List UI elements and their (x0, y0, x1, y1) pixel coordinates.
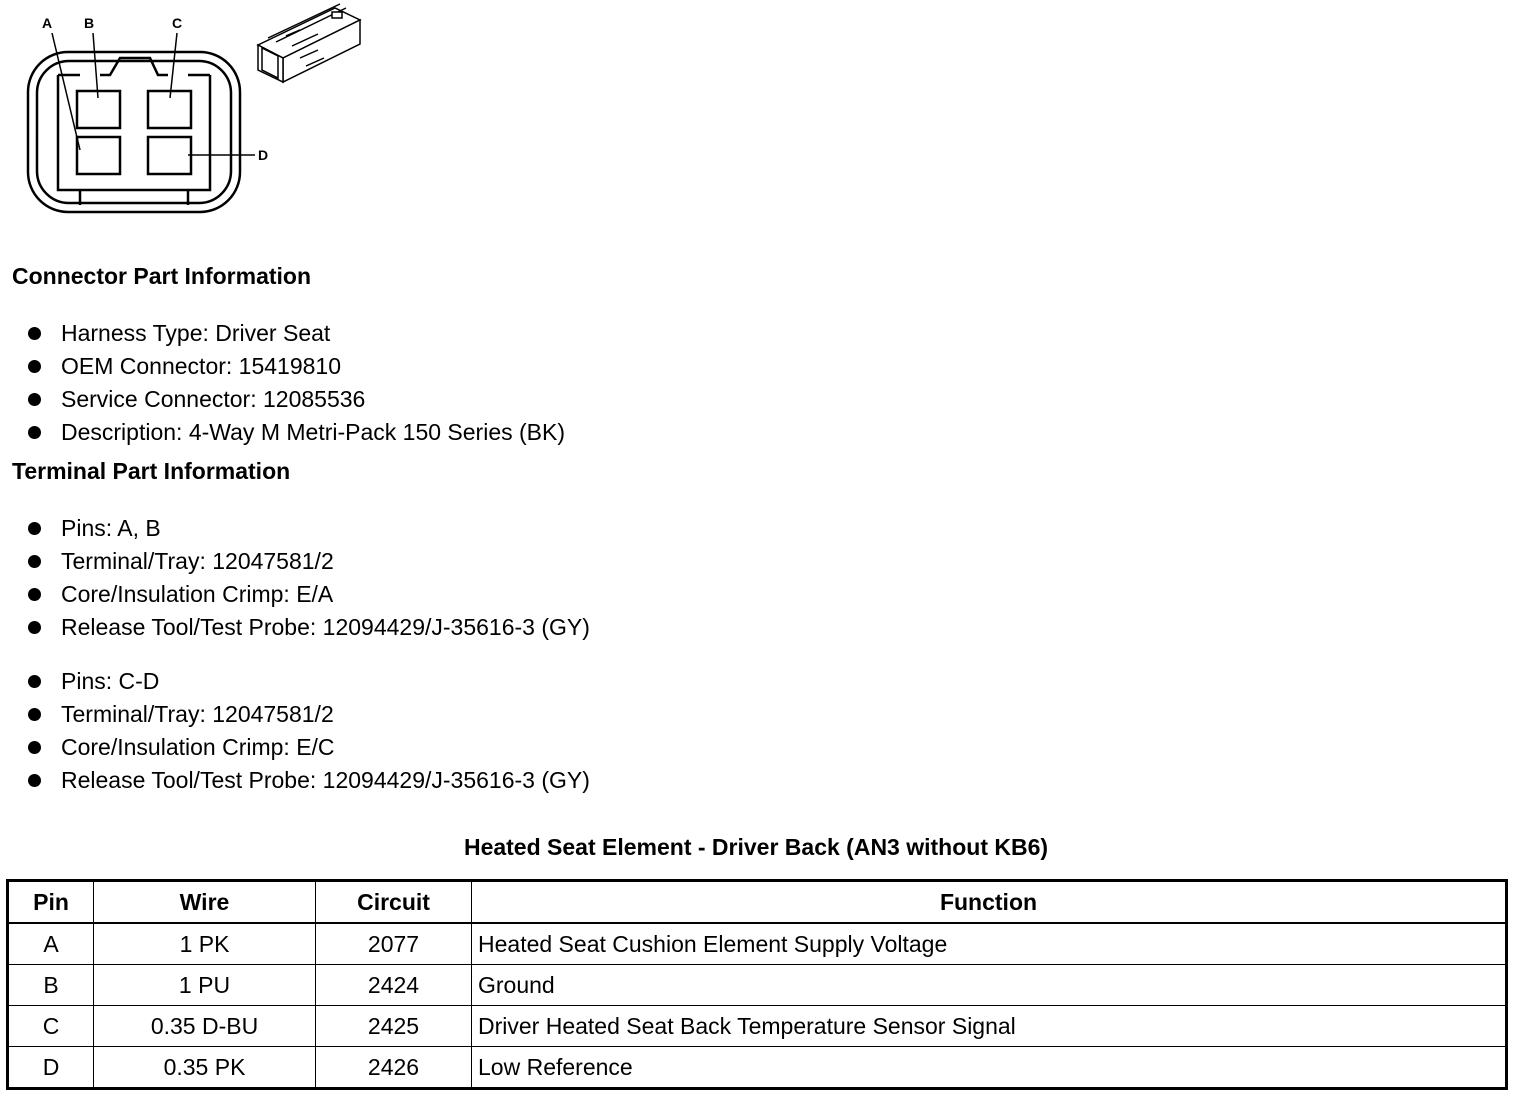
header-function: Function (472, 881, 1507, 924)
table-header-row (8, 881, 1507, 924)
pinout-table (6, 879, 1508, 1090)
cell-pin: D (8, 1047, 94, 1089)
cell-pin: A (8, 923, 94, 965)
connector-part-info-list (28, 317, 565, 449)
terminal-part-info-heading: Terminal Part Information (12, 458, 291, 484)
table-row (8, 923, 1507, 965)
list-item (28, 764, 590, 797)
table-row (8, 965, 1507, 1006)
core-insulation-crimp: Core/Insulation Crimp: E/A (61, 581, 334, 607)
list-item (28, 416, 565, 449)
pins-value: Pins: A, B (61, 515, 161, 541)
header-wire: Wire (94, 881, 316, 924)
cell-wire: 1 PU (94, 965, 316, 1006)
bullet-icon (28, 708, 41, 721)
cell-function: Ground (472, 965, 1507, 1006)
core-insulation-crimp: Core/Insulation Crimp: E/C (61, 734, 335, 760)
pins-value: Pins: C-D (61, 668, 160, 694)
cavity-a (77, 137, 120, 174)
bullet-icon (28, 741, 41, 754)
list-item (28, 665, 590, 698)
bullet-icon (28, 327, 41, 340)
cell-function: Heated Seat Cushion Element Supply Voltage (472, 923, 1507, 965)
bullet-icon (28, 774, 41, 787)
list-item (28, 350, 565, 383)
cell-function: Low Reference (472, 1047, 1507, 1089)
cell-pin: B (8, 965, 94, 1006)
list-item (28, 317, 565, 350)
connector-face-drawing (28, 52, 240, 212)
pin-label-d: D (258, 147, 269, 163)
bullet-icon (28, 588, 41, 601)
oem-connector: OEM Connector: 15419810 (61, 353, 342, 379)
list-item (28, 383, 565, 416)
bullet-icon (28, 360, 41, 373)
header-circuit: Circuit (316, 881, 472, 924)
cavity-d (148, 137, 191, 174)
cell-wire: 0.35 PK (94, 1047, 316, 1089)
list-item (28, 731, 590, 764)
list-item (28, 578, 590, 611)
pin-label-a: A (42, 15, 53, 31)
release-tool: Release Tool/Test Probe: 12094429/J-35616-3 (GY) (61, 767, 590, 793)
bullet-icon (28, 426, 41, 439)
list-item (28, 512, 590, 545)
terminal-tray: Terminal/Tray: 12047581/2 (61, 701, 334, 727)
pin-label-b: B (84, 15, 95, 31)
table-row (8, 1047, 1507, 1089)
cell-circuit: 2426 (316, 1047, 472, 1089)
connector-diagram (0, 0, 400, 230)
cell-circuit: 2077 (316, 923, 472, 965)
terminal-group-2-list (28, 665, 590, 797)
cell-circuit: 2424 (316, 965, 472, 1006)
cell-wire: 1 PK (94, 923, 316, 965)
connector-3d-icon (258, 4, 360, 82)
release-tool: Release Tool/Test Probe: 12094429/J-35616-3 (GY) (61, 614, 590, 640)
pin-label-c: C (172, 15, 183, 31)
table-row (8, 1006, 1507, 1047)
bullet-icon (28, 675, 41, 688)
connector-description: Description: 4-Way M Metri-Pack 150 Series (BK) (61, 419, 566, 445)
cell-wire: 0.35 D-BU (94, 1006, 316, 1047)
service-connector: Service Connector: 12085536 (61, 386, 366, 412)
cell-function: Driver Heated Seat Back Temperature Sensor Signal (472, 1006, 1507, 1047)
terminal-group-1-list (28, 512, 590, 644)
cell-circuit: 2425 (316, 1006, 472, 1047)
bullet-icon (28, 522, 41, 535)
list-item (28, 611, 590, 644)
header-pin: Pin (8, 881, 94, 924)
list-item (28, 698, 590, 731)
bullet-icon (28, 393, 41, 406)
bullet-icon (28, 555, 41, 568)
cell-pin: C (8, 1006, 94, 1047)
list-item (28, 545, 590, 578)
table-title: Heated Seat Element - Driver Back (AN3 without KB6) (463, 834, 1049, 860)
connector-part-info-heading: Connector Part Information (12, 263, 312, 289)
harness-type: Harness Type: Driver Seat (61, 320, 331, 346)
terminal-tray: Terminal/Tray: 12047581/2 (61, 548, 334, 574)
bullet-icon (28, 621, 41, 634)
